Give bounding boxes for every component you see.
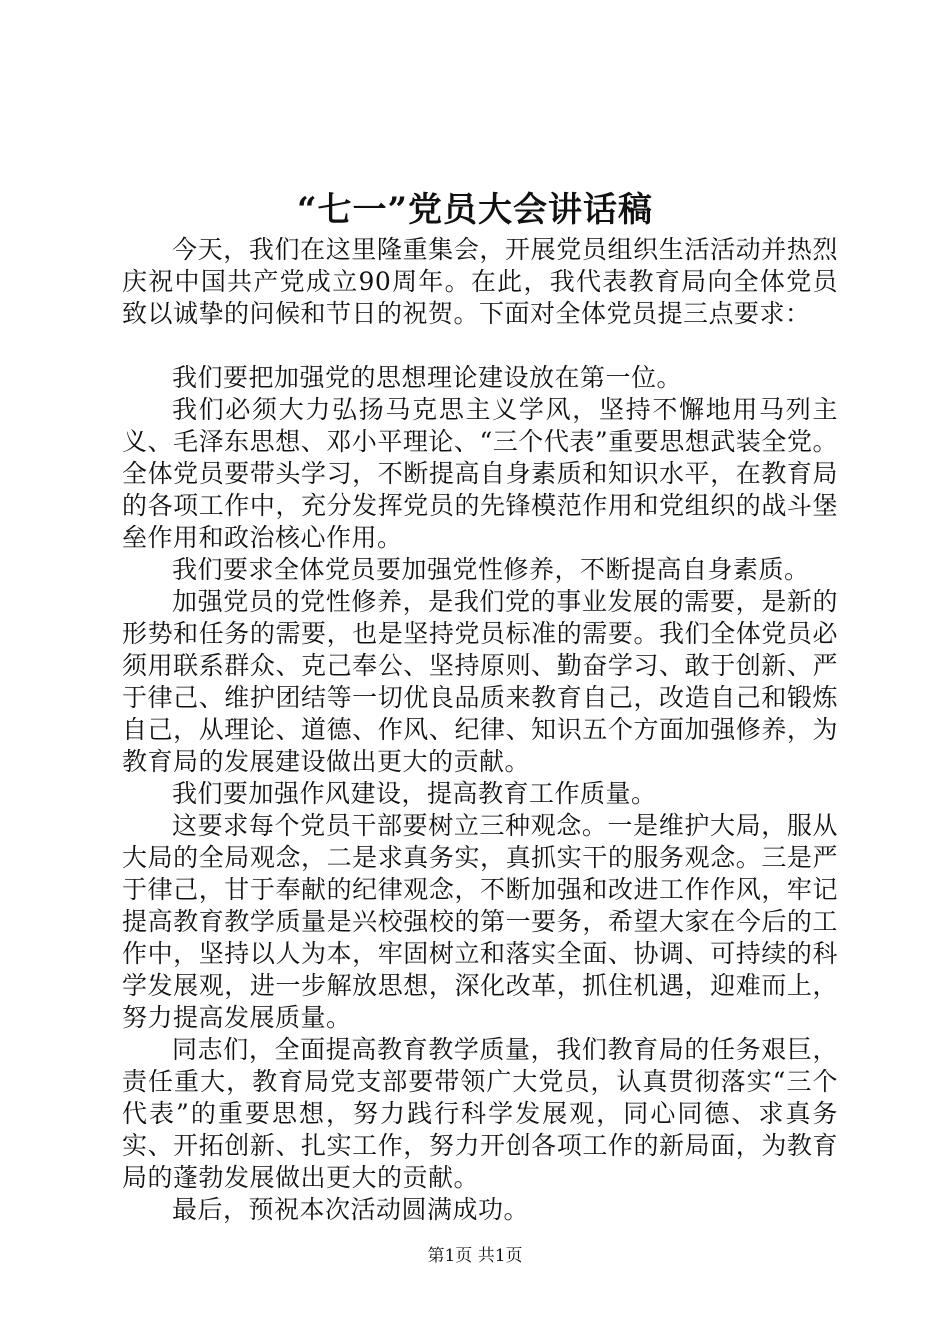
paragraph-point-2-heading: 我们要求全体党员要加强党性修养，不断提高自身素质。 xyxy=(172,555,810,584)
paragraph-point-1-heading: 我们要把加强党的思想理论建设放在第一位。 xyxy=(172,363,683,392)
paragraph-point-3-heading: 我们要加强作风建设，提高教育工作质量。 xyxy=(172,779,657,808)
paragraph-point-1-body: 我们必须大力弘扬马克思主义学风，坚持不懈地用马列主义、毛泽东思想、邓小平理论、“三个代表”重要思想武装全党。全体党员要带头学习，不断提高自身素质和知识水平，在教育局的各项工作中，充分发挥党员的先锋模范作用和党组织的战斗堡垒作用和政治核心作用。 xyxy=(122,395,838,552)
paragraph-point-3-body: 这要求每个党员干部要树立三种观念。一是维护大局，服从大局的全局观念，二是求真务实，真抓实干的服务观念。三是严于律己，甘于奉献的纪律观念，不断加强和改进工作作风，牢记提高教育教学质量是兴校强校的第一要务，希望大家在今后的工作中，坚持以人为本，牢固树立和落实全面、协调、可持续的科学发展观，进一步解放思想，深化改革，抓住机遇，迎难而上，努力提高发展质量。 xyxy=(122,811,838,1032)
paragraph-point-2-body: 加强党员的党性修养，是我们党的事业发展的需要，是新的形势和任务的需要，也是坚持党员标准的需要。我们全体党员必须用联系群众、克己奉公、坚持原则、勤奋学习、敢于创新、严于律己、维护团结等一切优良品质来教育自己，改造自己和锻炼自己，从理论、道德、作风、纪律、知识五个方面加强修养，为教育局的发展建设做出更大的贡献。 xyxy=(122,587,838,776)
document-title: “七一”党员大会讲话稿 xyxy=(296,190,654,230)
document-body xyxy=(122,234,838,1226)
paragraph-final-wish: 最后，预祝本次活动圆满成功。 xyxy=(172,1195,530,1224)
page-number-footer: 第1页 共1页 xyxy=(427,1246,523,1266)
paragraph-intro: 今天，我们在这里隆重集会，开展党员组织生活活动并热烈庆祝中国共产党成立90周年。在此，我代表教育局向全体党员致以诚挚的问候和节日的祝贺。下面对全体党员提三点要求： xyxy=(122,235,838,328)
paragraph-closing: 同志们，全面提高教育教学质量，我们教育局的任务艰巨，责任重大，教育局党支部要带领广大党员，认真贯彻落实“三个代表”的重要思想，努力践行科学发展观，同心同德、求真务实、开拓创新、扎实工作，努力开创各项工作的新局面，为教育局的蓬勃发展做出更大的贡献。 xyxy=(122,1035,838,1192)
